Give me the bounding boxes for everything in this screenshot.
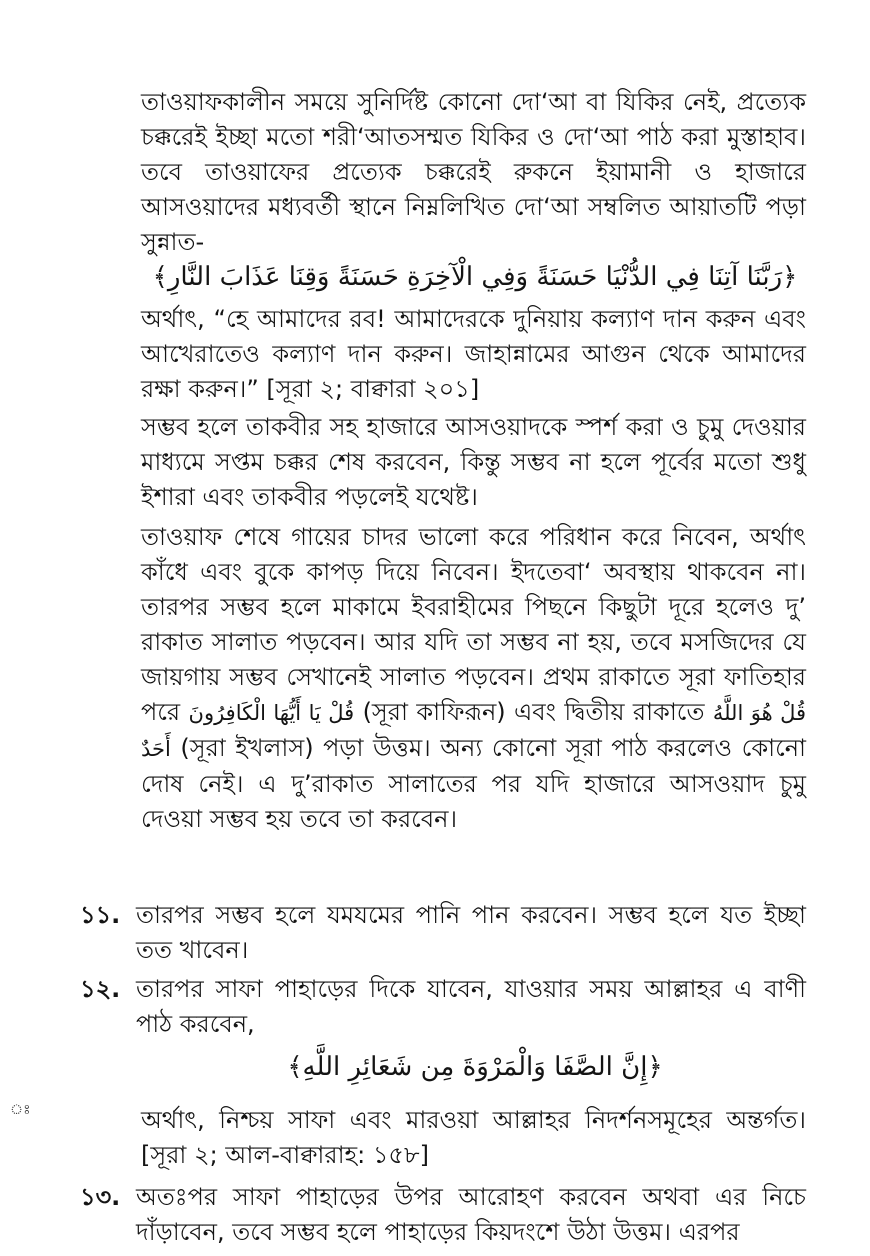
item-text-12: তারপর সাফা পাহাড়ের দিকে যাবেন, যাওয়ার সময় আল্লাহর এ বাণী পাঠ করবেন, — [136, 975, 806, 1038]
paragraph-seventh-round: সম্ভব হলে তাকবীর সহ হাজারে আসওয়াদকে স্পর্শ করা ও চুমু দেওয়ার মাধ্যমে সপ্তম চক্কর শেষ করবেন, কিন্তু সম্ভব না হলে পূর্বের মতো শুধু ইশারা এবং তাকবীর পড়লেই যথেষ্ট। — [141, 413, 806, 511]
quran-verse-safa-marwa: ﴿إِنَّ الصَّفَا وَالْمَرْوَةَ مِن شَعَائِرِ اللَّهِ﴾ — [287, 1052, 663, 1082]
arabic-surah-ikhlas: قُلْ هُوَ اللَّهُ أَحَدٌ — [141, 701, 807, 761]
item-text-11: তারপর সম্ভব হলে যমযমের পানি পান করবেন। সম্ভব হলে যত ইচ্ছা তত খাবেন। — [136, 901, 806, 964]
paragraph-after-tawaf — [141, 520, 806, 837]
quran-verse-rabbana: ﴿رَبَّنَا آتِنَا فِي الدُّنْيَا حَسَنَةً وَفِي الْآخِرَةِ حَسَنَةً وَقِنَا عَذَابَ النَّارِ﴾ — [152, 262, 798, 292]
paragraph-tawaf-dua: তাওয়াফকালীন সময়ে সুনির্দিষ্ট কোনো দো‘আ বা যিকির নেই, প্রত্যেক চক্করেই ইচ্ছা মতো শরী‘আতসম্মত যিকির ও দো‘আ পাঠ করা মুস্তাহাব। তবে তাওয়াফের প্রত্যেক চক্করেই রুকনে ইয়ামানী ও হাজারে আসওয়াদের মধ্যবর্তী স্থানে নিম্নলিখিত দো‘আ সম্বলিত আয়াতটি পড়া সুন্নাত- — [141, 88, 806, 256]
paragraph-after-tawaf-part3: (সূরা ইখলাস) পড়া উত্তম। অন্য কোনো সূরা পাঠ করলেও কোনো দোষ নেই। এ দু’রাকাত সালাতের পর যদি হাজারে আসওয়াদ চুমু দেওয়া সম্ভব হয় তবে তা করবেন। — [141, 734, 806, 833]
item-number-12: ১২. — [80, 975, 121, 1003]
item-text-13: অতঃপর সাফা পাহাড়ের উপর আরোহণ করবেন অথবা এর নিচে দাঁড়াবেন, তবে সম্ভব হলে পাহাড়ের কিয়দংশে উঠা উত্তম। এরপর — [136, 1183, 806, 1246]
arabic-surah-kafirun: قُلْ يَا أَيُّهَا الْكَافِرُونَ — [188, 701, 355, 725]
paragraph-safa-translation: অর্থাৎ, নিশ্চয় সাফা এবং মারওয়া আল্লাহর নিদর্শনসমূহের অন্তর্গত। [সূরা ২; আল-বাক্বারাহ: ১৫৮] — [141, 1106, 806, 1169]
paragraph-after-tawaf-part2: (সূরা কাফিরূন) এবং দ্বিতীয় রাকাতে — [354, 698, 713, 726]
item-number-11: ১১. — [80, 901, 121, 929]
margin-mark: ঃ — [10, 1102, 31, 1118]
paragraph-verse-translation: অর্থাৎ, “হে আমাদের রব! আমাদেরকে দুনিয়ায় কল্যাণ দান করুন এবং আখেরাতেও কল্যাণ দান করুন। জাহান্নামের আগুন থেকে আমাদের রক্ষা করুন।” [সূরা ২; বাক্বারা ২০১] — [141, 305, 806, 403]
paragraph-after-tawaf-part1: তাওয়াফ শেষে গায়ের চাদর ভালো করে পরিধান করে নিবেন, অর্থাৎ কাঁধে এবং বুকে কাপড় দিয়ে নিবেন। ইদতেবা‘ অবস্থায় থাকবেন না। তারপর সম্ভব হলে মাকামে ইবরাহীমের পিছনে কিছুটা দূরে হলেও দু’ রাকাত সালাত পড়বেন। আর যদি তা সম্ভব না হয়, তবে মসজিদের যে জায়গায় সম্ভব সেখানেই সালাত পড়বেন। প্রথম রাকাতে সূরা ফাতিহার পরে — [141, 523, 806, 726]
item-number-13: ১৩. — [80, 1183, 121, 1211]
